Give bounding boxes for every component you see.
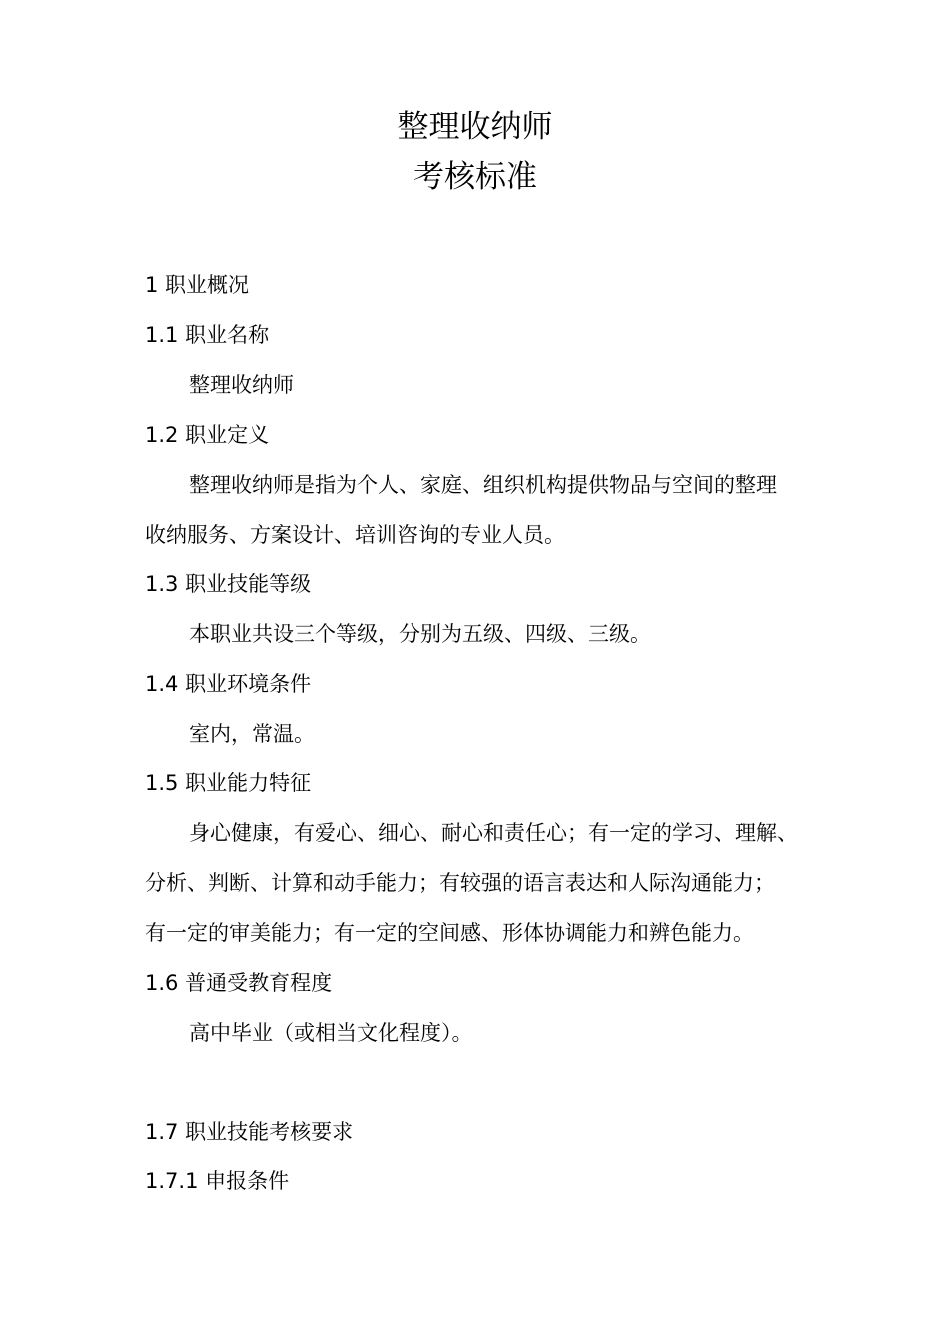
heading-1-7: 1.7 职业技能考核要求 [145,1120,354,1144]
paragraph-1-2-line1: 整理收纳师是指为个人、家庭、组织机构提供物品与空间的整理 [189,473,777,497]
heading-1-3: 1.3 职业技能等级 [145,572,312,596]
heading-1-2: 1.2 职业定义 [145,423,270,447]
document-subtitle: 考核标准 [413,159,537,195]
heading-1-7-1: 1.7.1 申报条件 [145,1169,290,1193]
heading-1-6: 1.6 普通受教育程度 [145,971,333,995]
heading-1-4: 1.4 职业环境条件 [145,672,312,696]
heading-1-5: 1.5 职业能力特征 [145,771,312,795]
paragraph-1-2-line2: 收纳服务、方案设计、培训咨询的专业人员。 [145,523,565,547]
paragraph-1-5-line1: 身心健康，有爱心、细心、耐心和责任心；有一定的学习、理解、 [189,821,798,845]
paragraph-1-5-line2: 分析、判断、计算和动手能力；有较强的语言表达和人际沟通能力； [145,871,775,895]
document-title: 整理收纳师 [397,109,553,145]
paragraph-1-3: 本职业共设三个等级，分别为五级、四级、三级。 [189,622,651,646]
heading-1: 1 职业概况 [145,273,250,297]
paragraph-1-5-line3: 有一定的审美能力；有一定的空间感、形体协调能力和辨色能力。 [145,921,754,945]
paragraph-1-1: 整理收纳师 [189,373,294,397]
paragraph-1-4: 室内，常温。 [189,722,315,746]
heading-1-1: 1.1 职业名称 [145,323,270,347]
paragraph-1-6: 高中毕业（或相当文化程度）。 [189,1021,473,1045]
